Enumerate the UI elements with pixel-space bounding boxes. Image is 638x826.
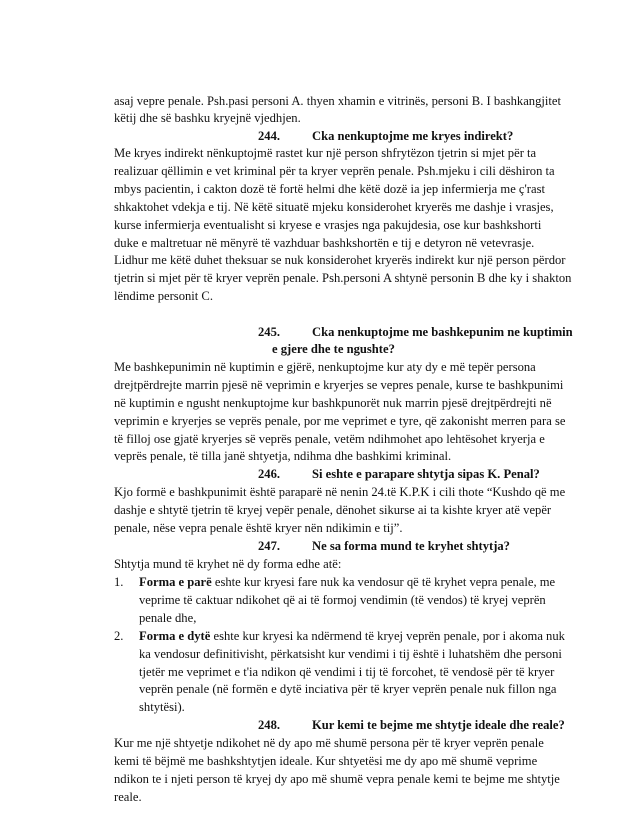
text-line: lëndime personit C. (114, 289, 213, 303)
list-item-2-line: ka vendosur definitivisht, përkatsisht kur vendimi i tij është i luhatshëm dhe personi (139, 647, 562, 661)
question-heading-244 (258, 128, 514, 145)
text-line: kemi të bëjmë me bashkshtytjen ideale. Kur shtyetësi me dy apo më shumë veprime (114, 754, 538, 768)
question-text-continued: e gjere dhe te ngushte? (272, 342, 395, 356)
text-line: në kuptimin e ngusht nenkuptojme kur bashkpunorët nuk marrin pjesë drejtpërdrejti në (114, 396, 552, 410)
text-line: veprës penale, të tilla janë shtyetja, ndihma dhe bashkimi kriminal. (114, 449, 452, 463)
question-heading-245 (258, 324, 573, 341)
list-item-2-line (139, 628, 565, 645)
question-heading-247 (258, 538, 510, 555)
question-text: Si eshte e parapare shtytja sipas K. Penal? (312, 467, 540, 481)
list-item-bold: Forma e dytë (139, 629, 211, 643)
question-heading-248 (258, 717, 565, 734)
text-line: të filloj ose gjatë kryerjes së veprës penale, vetëm ndihmohet apo lehtësohet kryerja e (114, 432, 545, 446)
text-line: kurse infermierja eventualisht si kryese e vrasjes nga pakujdesia, ose kur bashkshorti (114, 218, 542, 232)
text-line: dashje e shtytë tjetrin të kryej vepër penale, dënohet sikurse ai ta kishte kryer atë vepër (114, 503, 552, 517)
text-line: mbys pacientin, i cakton dozë të fortë helmi dhe këtë dozë ia jep infermierja me ç'rast (114, 182, 545, 196)
list-item-bold: Forma e parë (139, 575, 212, 589)
text-line: duke e maltretuar në mënyrë të vazhduar bashkshortën e tij e detyron në vetevrasje. (114, 236, 535, 250)
text-line: Kjo formë e bashkpunimit është paraparë në nenin 24.të K.P.K i cili thote “Kushdo që me (114, 485, 566, 499)
text-line: tjetrin si mjet për të kryer veprën penale. Psh.personi A shtynë personin B dhe ky i shakton (114, 271, 572, 285)
question-text: Ne sa forma mund te kryhet shtytja? (312, 539, 510, 553)
text-line: shkaktohet vdekja e tij. Në këtë situatë mjeku konsiderohet kryerës me dashje i vrasjes, (114, 200, 554, 214)
text-line: penale, nëse vepra penale është kryer nën ndikimin e tij”. (114, 521, 403, 535)
text-line: reale. (114, 790, 142, 804)
question-text: Kur kemi te bejme me shtytje ideale dhe reale? (312, 718, 565, 732)
question-number: 246. (258, 467, 281, 481)
text-line: realizuar qëllimin e vet kriminal për ta kryer veprën penale. Psh.mjeku i cili dëshiron ta (114, 164, 555, 178)
list-item-1-line: penale dhe, (139, 611, 197, 625)
question-number: 245. (258, 325, 281, 339)
text-line: ndikon te i njeti person të kryej dy apo më shumë vepra penale kemi te bejme me shtytje (114, 772, 560, 786)
text-line: Me bashkepunimin në kuptimin e gjërë, nenkuptojme kur aty dy e më tepër persona (114, 360, 536, 374)
list-item-2-line: tjetër me veprimet e t'ia ndikon që vendimi i tij të forcohet, të vendosë për të kryer (139, 665, 555, 679)
question-number: 247. (258, 539, 281, 553)
list-item-text: eshte kur kryesi ka ndërmend të kryej veprën penale, por i akoma nuk (210, 629, 565, 643)
text-line: drejtpërdrejte marrin pjesë në veprimin e kryerjes se vepres penale, kurse te bashkpunimi (114, 378, 564, 392)
list-item-text: eshte kur kryesi fare nuk ka vendosur që të kryhet vepra penale, me (211, 575, 556, 589)
text-line: Me kryes indirekt nënkuptojmë rastet kur një person shfrytëzon tjetrin si mjet për ta (114, 146, 537, 160)
text-line: Shtytja mund të kryhet në dy forma edhe atë: (114, 557, 342, 571)
question-number: 244. (258, 129, 281, 143)
list-item-1-line: veprime të caktuar ndikohet që ai të formoj vendimin (të vendos) të kryej veprën (139, 593, 546, 607)
list-item-2-line: veprën penale (në formën e dytë inciativa për të kryer veprën penale nuk fillon nga (139, 682, 557, 696)
text-line: asaj vepre penale. Psh.pasi personi A. thyen xhamin e vitrinës, personi B. I bashkangjitet (114, 94, 561, 108)
question-text: Cka nenkuptojme me kryes indirekt? (312, 129, 514, 143)
list-item-1-line (139, 574, 555, 591)
question-heading-246 (258, 466, 540, 483)
question-text: Cka nenkuptojme me bashkepunim ne kuptimin (312, 325, 573, 339)
question-number: 248. (258, 718, 281, 732)
list-marker: 1. (114, 575, 124, 589)
text-line: këtij dhe së bashku kryejnë vjedhjen. (114, 111, 301, 125)
text-line: Kur me një shtyetje ndikohet në dy apo më shumë persona për të kryer veprën penale (114, 736, 544, 750)
text-line: Lidhur me këtë duhet theksuar se nuk konsiderohet kryerës indirekt kur një person përdor (114, 253, 566, 267)
list-item-2-line: shtytësi). (139, 700, 185, 714)
text-line: veprimin e kryerjes se veprës penale, por me veprimet e tyre, që zakonisht merren para se (114, 414, 566, 428)
list-marker: 2. (114, 629, 124, 643)
